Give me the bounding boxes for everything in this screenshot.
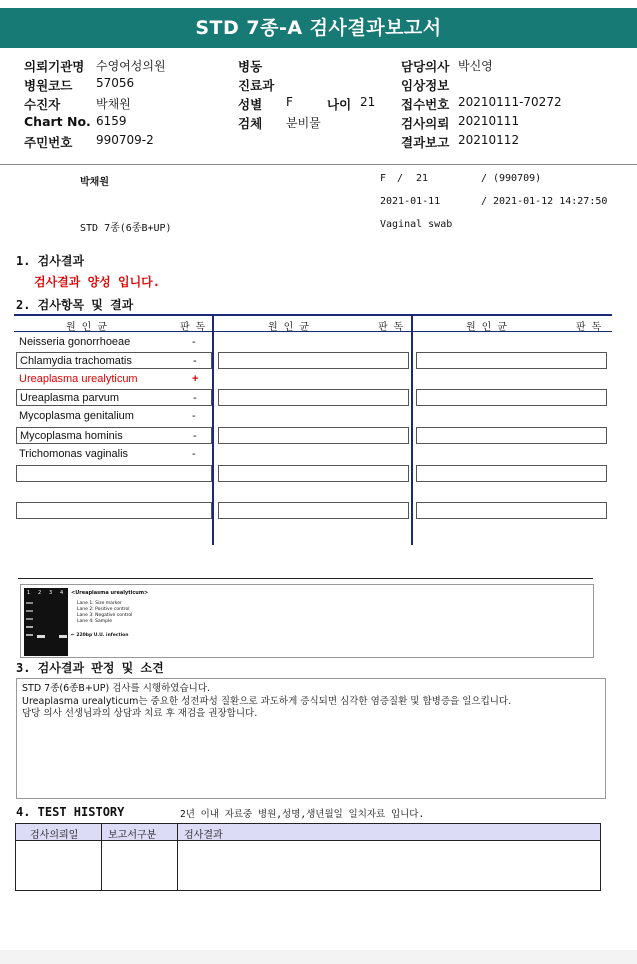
patient-label: 수진자 <box>24 97 61 112</box>
gel-legend-line: Lane 2: Positive control <box>77 607 130 612</box>
resident-no-value: 990709-2 <box>96 133 154 147</box>
department-label: 진료과 <box>238 78 275 93</box>
remarks-line: STD 7종(6종B+UP) 검사를 시행하였습니다. <box>22 683 211 694</box>
sex-label: 성별 <box>238 97 263 112</box>
pathogen-name: Trichomonas vaginalis <box>19 448 129 460</box>
patient-summary-slash-2: / <box>481 173 488 184</box>
result-row <box>16 389 212 406</box>
pathogen-name: Mycoplasma genitalium <box>19 410 134 422</box>
patient-summary-slash-3: / <box>481 196 488 207</box>
lane-label: 4 <box>60 590 64 596</box>
test-history-table <box>15 823 601 891</box>
gel-band-note: ← 220bp U.U. infection <box>71 633 129 638</box>
patient-summary-age: 21 <box>416 173 429 184</box>
remarks-line: Ureaplasma urealyticum는 중요한 성전파성 질환으로 과도하게 증식되면 심각한 염증질환 및 합병증을 일으킵니다. <box>22 695 512 707</box>
doctor-value: 박신영 <box>458 59 493 73</box>
receipt-no-label: 접수번호 <box>401 97 450 112</box>
grid-divider-2 <box>411 314 413 545</box>
patient-summary-report-datetime: 2021-01-12 14:27:50 <box>493 196 608 207</box>
gel-band <box>26 618 33 620</box>
gel-legend-line: Lane 3: Negative control <box>77 613 133 618</box>
empty-cell <box>218 427 409 444</box>
history-header-row <box>16 824 600 841</box>
receipt-no-value: 20210111-70272 <box>458 95 562 109</box>
col-header-verdict-3: 판 독 <box>576 322 602 333</box>
gel-band <box>59 635 67 638</box>
empty-cell <box>416 427 607 444</box>
empty-cell <box>218 465 409 482</box>
patient-summary-specimen: Vaginal swab <box>380 219 453 230</box>
gel-band <box>37 635 45 638</box>
gel-electrophoresis-image <box>24 588 68 656</box>
request-date-label: 검사의뢰 <box>401 116 450 131</box>
specimen-label: 검체 <box>238 116 263 131</box>
result-row <box>16 352 212 369</box>
section-2-title: 2. 검사항목 및 결과 <box>16 298 134 312</box>
history-note: 2년 이내 자료중 병원,성명,생년월일 일치자료 입니다. <box>180 809 425 820</box>
empty-cell <box>16 502 212 519</box>
pathogen-verdict: - <box>192 410 196 422</box>
chart-no-label: Chart No. <box>24 114 91 129</box>
gel-divider <box>18 578 593 579</box>
gel-title: <Ureaplasma urealyticum> <box>71 590 149 596</box>
hospital-name-label: 의뢰기관명 <box>24 59 85 74</box>
report-title: STD 7종-A 검사결과보고서 <box>0 8 637 48</box>
section-1-title: 1. 검사결과 <box>16 254 85 268</box>
age-label: 나이 <box>327 97 352 112</box>
empty-cell <box>416 465 607 482</box>
report-date-label: 결과보고 <box>401 135 450 150</box>
empty-cell <box>416 352 607 369</box>
report-date-value: 20210112 <box>458 133 520 147</box>
col-header-verdict-1: 판 독 <box>180 322 206 333</box>
patient-summary-request-date: 2021-01-11 <box>380 196 441 207</box>
history-col-divider <box>101 824 102 890</box>
resident-no-label: 주민번호 <box>24 135 73 150</box>
history-col-result: 검사결과 <box>184 830 223 841</box>
result-row <box>16 427 212 444</box>
patient-summary-sex: F <box>380 173 387 184</box>
pathogen-verdict: - <box>193 430 197 442</box>
gel-band <box>26 626 33 628</box>
pathogen-verdict: - <box>192 448 196 460</box>
grid-divider-1 <box>212 314 214 545</box>
patient-summary-slash-1: / <box>397 173 404 184</box>
pathogen-name: Neisseria gonorrhoeae <box>19 336 131 348</box>
empty-cell <box>416 389 607 406</box>
empty-cell <box>218 352 409 369</box>
col-header-pathogen-3: 원 인 균 <box>466 322 508 333</box>
gel-legend-line: Lane 4: Sample <box>77 619 112 624</box>
lane-label: 1 <box>27 590 31 596</box>
history-col-divider <box>177 824 178 890</box>
result-row <box>16 408 212 425</box>
chart-no-value: 6159 <box>96 114 127 128</box>
hospital-code-value: 57056 <box>96 76 135 90</box>
section-4-title: 4. TEST HISTORY <box>16 805 125 819</box>
gel-image-panel <box>20 584 594 658</box>
col-header-pathogen-1: 원 인 균 <box>66 322 108 333</box>
lane-label: 2 <box>38 590 42 596</box>
pathogen-name: Ureaplasma urealyticum <box>19 373 138 385</box>
empty-cell <box>16 465 212 482</box>
gel-band <box>26 634 33 636</box>
empty-cell <box>218 389 409 406</box>
history-col-report-type: 보고서구분 <box>108 830 157 841</box>
remarks-box <box>16 678 606 799</box>
patient-summary-name: 박채원 <box>80 177 109 188</box>
result-row <box>16 334 212 351</box>
pathogen-name: Mycoplasma hominis <box>20 430 123 442</box>
pathogen-verdict: - <box>193 355 197 367</box>
hospital-name-value: 수영여성의원 <box>96 59 166 73</box>
hospital-code-label: 병원코드 <box>24 78 73 93</box>
gel-legend-line: Lane 1: Size marker <box>77 601 122 606</box>
pathogen-verdict: + <box>192 373 199 385</box>
result-row <box>16 446 212 463</box>
header-divider <box>0 164 637 165</box>
pathogen-verdict: - <box>193 392 197 404</box>
pathogen-verdict: - <box>192 336 196 348</box>
history-col-request-date: 검사의뢰일 <box>30 830 79 841</box>
clinical-info-label: 임상정보 <box>401 78 450 93</box>
pathogen-name: Chlamydia trachomatis <box>20 355 132 367</box>
gel-band <box>26 602 33 604</box>
age-value: 21 <box>360 95 376 109</box>
request-date-value: 20210111 <box>458 114 520 128</box>
doctor-label: 담당의사 <box>401 59 450 74</box>
patient-summary-birth: (990709) <box>493 173 542 184</box>
sex-value: F <box>286 95 293 109</box>
patient-value: 박채원 <box>96 97 131 111</box>
col-header-verdict-2: 판 독 <box>378 322 404 333</box>
col-header-pathogen-2: 원 인 균 <box>268 322 310 333</box>
empty-cell <box>218 502 409 519</box>
section-3-title: 3. 검사결과 판정 및 소견 <box>16 661 164 675</box>
empty-cell <box>416 502 607 519</box>
gel-band <box>26 610 33 612</box>
lane-label: 3 <box>49 590 53 596</box>
grid-top-line <box>14 314 612 316</box>
specimen-value: 분비물 <box>286 116 321 130</box>
pathogen-name: Ureaplasma parvum <box>20 392 120 404</box>
result-row-positive <box>16 371 212 388</box>
result-summary: 검사결과 양성 입니다. <box>34 275 161 289</box>
ward-label: 병동 <box>238 59 263 74</box>
remarks-line: 담당 의사 선생님과의 상담과 치료 후 재검을 권장합니다. <box>22 708 258 719</box>
patient-summary-test-name: STD 7종(6종B+UP) <box>80 223 172 234</box>
